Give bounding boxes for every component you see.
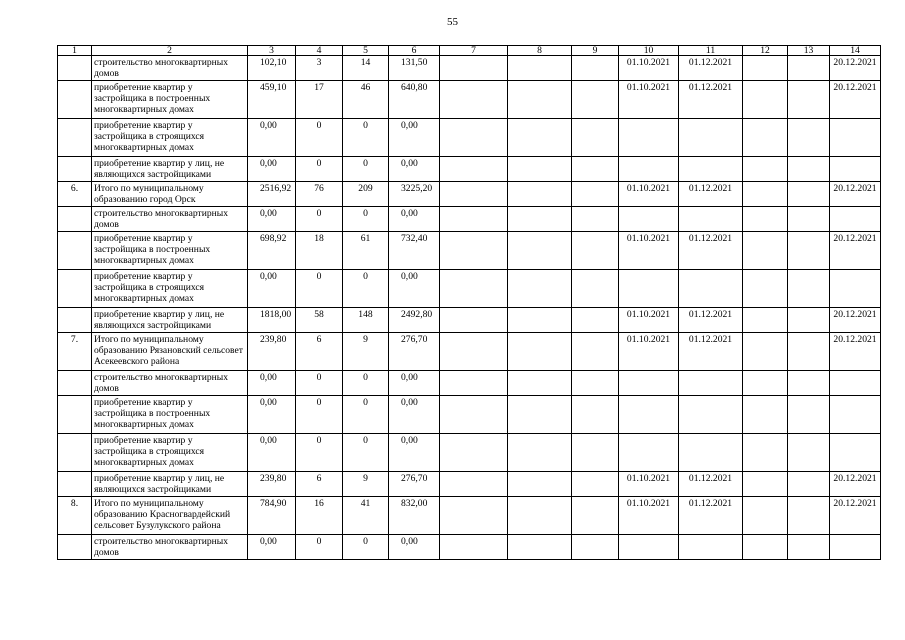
cell-col-13 — [788, 182, 830, 207]
cell-col-13 — [788, 333, 830, 371]
cell-col-9 — [572, 270, 619, 308]
cell-col-5: 0 — [343, 396, 389, 434]
cell-col-2: строительство многоквартирных домов — [92, 56, 248, 81]
header-row — [58, 46, 881, 56]
cell-col-5: 0 — [343, 207, 389, 232]
cell-col-8 — [508, 270, 572, 308]
cell-col-14: 20.12.2021 — [830, 232, 881, 270]
cell-col-7 — [440, 232, 508, 270]
cell-col-3: 0,00 — [248, 371, 296, 396]
cell-col-8 — [508, 56, 572, 81]
cell-col-12 — [743, 182, 788, 207]
cell-col-10 — [619, 270, 679, 308]
cell-col-13 — [788, 157, 830, 182]
cell-col-8 — [508, 182, 572, 207]
cell-col-12 — [743, 308, 788, 333]
cell-col-10: 01.10.2021 — [619, 81, 679, 119]
cell-col-8 — [508, 333, 572, 371]
cell-col-13 — [788, 270, 830, 308]
cell-col-11: 01.12.2021 — [679, 232, 743, 270]
table-body — [58, 56, 881, 560]
cell-col-7 — [440, 207, 508, 232]
table-row — [58, 371, 881, 396]
cell-col-14 — [830, 396, 881, 434]
cell-col-4: 3 — [296, 56, 343, 81]
cell-col-3: 0,00 — [248, 535, 296, 560]
cell-col-8 — [508, 497, 572, 535]
cell-col-2: Итого по муниципальному образованию Красногвардейский сельсовет Бузулукского района — [92, 497, 248, 535]
cell-col-1 — [58, 119, 92, 157]
cell-col-13 — [788, 434, 830, 472]
cell-col-8 — [508, 207, 572, 232]
cell-col-10 — [619, 535, 679, 560]
cell-col-12 — [743, 396, 788, 434]
cell-col-3: 239,80 — [248, 333, 296, 371]
cell-col-5: 209 — [343, 182, 389, 207]
table-row — [58, 308, 881, 333]
cell-col-7 — [440, 119, 508, 157]
cell-col-1 — [58, 270, 92, 308]
cell-col-8 — [508, 371, 572, 396]
column-header-13: 13 — [788, 46, 830, 56]
cell-col-1 — [58, 472, 92, 497]
table-row — [58, 157, 881, 182]
column-header-9: 9 — [572, 46, 619, 56]
cell-col-11 — [679, 371, 743, 396]
table-row — [58, 333, 881, 371]
cell-col-10: 01.10.2021 — [619, 333, 679, 371]
cell-col-3: 0,00 — [248, 396, 296, 434]
cell-col-4: 0 — [296, 396, 343, 434]
cell-col-12 — [743, 119, 788, 157]
cell-col-6: 131,50 — [389, 56, 440, 81]
cell-col-12 — [743, 81, 788, 119]
housing-program-table — [57, 45, 881, 560]
cell-col-8 — [508, 308, 572, 333]
cell-col-9 — [572, 434, 619, 472]
column-header-11: 11 — [679, 46, 743, 56]
cell-col-9 — [572, 333, 619, 371]
cell-col-3: 239,80 — [248, 472, 296, 497]
cell-col-4: 0 — [296, 270, 343, 308]
cell-col-2: приобретение квартир у лиц, не являющихся застройщиками — [92, 472, 248, 497]
cell-col-8 — [508, 396, 572, 434]
cell-col-7 — [440, 497, 508, 535]
cell-col-6: 732,40 — [389, 232, 440, 270]
cell-col-9 — [572, 371, 619, 396]
cell-col-5: 0 — [343, 535, 389, 560]
cell-col-12 — [743, 270, 788, 308]
cell-col-14 — [830, 119, 881, 157]
cell-col-4: 0 — [296, 157, 343, 182]
cell-col-6: 2492,80 — [389, 308, 440, 333]
column-header-3: 3 — [248, 46, 296, 56]
cell-col-5: 0 — [343, 270, 389, 308]
cell-col-6: 3225,20 — [389, 182, 440, 207]
cell-col-1 — [58, 56, 92, 81]
cell-col-7 — [440, 157, 508, 182]
table-row — [58, 207, 881, 232]
table-row — [58, 434, 881, 472]
column-header-8: 8 — [508, 46, 572, 56]
cell-col-3: 784,90 — [248, 497, 296, 535]
cell-col-14 — [830, 207, 881, 232]
cell-col-9 — [572, 497, 619, 535]
cell-col-6: 276,70 — [389, 472, 440, 497]
cell-col-3: 0,00 — [248, 270, 296, 308]
cell-col-10: 01.10.2021 — [619, 56, 679, 81]
cell-col-8 — [508, 472, 572, 497]
cell-col-11: 01.12.2021 — [679, 56, 743, 81]
cell-col-5: 61 — [343, 232, 389, 270]
cell-col-8 — [508, 535, 572, 560]
cell-col-1: 6. — [58, 182, 92, 207]
table-row — [58, 535, 881, 560]
cell-col-10: 01.10.2021 — [619, 232, 679, 270]
cell-col-14: 20.12.2021 — [830, 56, 881, 81]
column-header-4: 4 — [296, 46, 343, 56]
cell-col-11: 01.12.2021 — [679, 497, 743, 535]
cell-col-6: 0,00 — [389, 119, 440, 157]
cell-col-2: приобретение квартир у лиц, не являющихся застройщиками — [92, 308, 248, 333]
cell-col-10 — [619, 434, 679, 472]
column-header-5: 5 — [343, 46, 389, 56]
cell-col-3: 0,00 — [248, 434, 296, 472]
cell-col-2: приобретение квартир у застройщика в строящихся многоквартирных домах — [92, 270, 248, 308]
cell-col-6: 640,80 — [389, 81, 440, 119]
cell-col-13 — [788, 232, 830, 270]
cell-col-4: 0 — [296, 119, 343, 157]
cell-col-14 — [830, 270, 881, 308]
cell-col-13 — [788, 81, 830, 119]
cell-col-4: 6 — [296, 333, 343, 371]
cell-col-2: приобретение квартир у застройщика в построенных многоквартирных домах — [92, 396, 248, 434]
cell-col-9 — [572, 56, 619, 81]
cell-col-11: 01.12.2021 — [679, 81, 743, 119]
cell-col-11 — [679, 535, 743, 560]
cell-col-7 — [440, 56, 508, 81]
cell-col-6: 0,00 — [389, 396, 440, 434]
cell-col-7 — [440, 434, 508, 472]
cell-col-14: 20.12.2021 — [830, 81, 881, 119]
cell-col-10 — [619, 207, 679, 232]
table-row — [58, 396, 881, 434]
column-header-12: 12 — [743, 46, 788, 56]
cell-col-1 — [58, 232, 92, 270]
cell-col-14: 20.12.2021 — [830, 182, 881, 207]
cell-col-5: 46 — [343, 81, 389, 119]
cell-col-3: 0,00 — [248, 157, 296, 182]
cell-col-5: 0 — [343, 434, 389, 472]
cell-col-7 — [440, 270, 508, 308]
column-header-1: 1 — [58, 46, 92, 56]
cell-col-9 — [572, 535, 619, 560]
cell-col-1 — [58, 434, 92, 472]
cell-col-2: строительство многоквартирных домов — [92, 371, 248, 396]
cell-col-6: 832,00 — [389, 497, 440, 535]
cell-col-7 — [440, 182, 508, 207]
table-row — [58, 232, 881, 270]
cell-col-13 — [788, 535, 830, 560]
cell-col-8 — [508, 81, 572, 119]
cell-col-14 — [830, 434, 881, 472]
cell-col-7 — [440, 308, 508, 333]
column-header-6: 6 — [389, 46, 440, 56]
cell-col-13 — [788, 497, 830, 535]
cell-col-2: приобретение квартир у застройщика в построенных многоквартирных домах — [92, 232, 248, 270]
cell-col-3: 0,00 — [248, 207, 296, 232]
cell-col-14: 20.12.2021 — [830, 308, 881, 333]
column-header-14: 14 — [830, 46, 881, 56]
cell-col-14 — [830, 535, 881, 560]
cell-col-1: 8. — [58, 497, 92, 535]
cell-col-12 — [743, 207, 788, 232]
cell-col-12 — [743, 472, 788, 497]
cell-col-9 — [572, 396, 619, 434]
column-header-10: 10 — [619, 46, 679, 56]
table-row — [58, 81, 881, 119]
cell-col-1 — [58, 396, 92, 434]
cell-col-1: 7. — [58, 333, 92, 371]
cell-col-1 — [58, 81, 92, 119]
cell-col-7 — [440, 472, 508, 497]
cell-col-2: строительство многоквартирных домов — [92, 535, 248, 560]
cell-col-10: 01.10.2021 — [619, 472, 679, 497]
cell-col-9 — [572, 182, 619, 207]
cell-col-2: строительство многоквартирных домов — [92, 207, 248, 232]
cell-col-3: 1818,00 — [248, 308, 296, 333]
cell-col-11: 01.12.2021 — [679, 472, 743, 497]
cell-col-14 — [830, 157, 881, 182]
cell-col-4: 16 — [296, 497, 343, 535]
cell-col-8 — [508, 119, 572, 157]
cell-col-3: 102,10 — [248, 56, 296, 81]
cell-col-9 — [572, 119, 619, 157]
cell-col-1 — [58, 207, 92, 232]
cell-col-13 — [788, 371, 830, 396]
cell-col-12 — [743, 232, 788, 270]
cell-col-8 — [508, 157, 572, 182]
cell-col-2: приобретение квартир у застройщика в строящихся многоквартирных домах — [92, 119, 248, 157]
cell-col-9 — [572, 157, 619, 182]
cell-col-13 — [788, 396, 830, 434]
cell-col-8 — [508, 232, 572, 270]
cell-col-11 — [679, 270, 743, 308]
cell-col-14 — [830, 371, 881, 396]
cell-col-5: 0 — [343, 371, 389, 396]
cell-col-10: 01.10.2021 — [619, 497, 679, 535]
cell-col-8 — [508, 434, 572, 472]
cell-col-6: 0,00 — [389, 207, 440, 232]
table-row — [58, 472, 881, 497]
cell-col-11 — [679, 207, 743, 232]
cell-col-5: 14 — [343, 56, 389, 81]
cell-col-4: 0 — [296, 371, 343, 396]
cell-col-14: 20.12.2021 — [830, 333, 881, 371]
cell-col-2: Итого по муниципальному образованию город Орск — [92, 182, 248, 207]
cell-col-11: 01.12.2021 — [679, 333, 743, 371]
cell-col-4: 76 — [296, 182, 343, 207]
cell-col-12 — [743, 56, 788, 81]
cell-col-3: 459,10 — [248, 81, 296, 119]
cell-col-2: приобретение квартир у застройщика в строящихся многоквартирных домах — [92, 434, 248, 472]
cell-col-9 — [572, 81, 619, 119]
cell-col-12 — [743, 497, 788, 535]
cell-col-11 — [679, 119, 743, 157]
column-header-7: 7 — [440, 46, 508, 56]
cell-col-4: 18 — [296, 232, 343, 270]
cell-col-1 — [58, 157, 92, 182]
cell-col-2: приобретение квартир у лиц, не являющихся застройщиками — [92, 157, 248, 182]
cell-col-9 — [572, 472, 619, 497]
cell-col-5: 148 — [343, 308, 389, 333]
cell-col-9 — [572, 232, 619, 270]
cell-col-7 — [440, 81, 508, 119]
cell-col-11 — [679, 434, 743, 472]
cell-col-6: 0,00 — [389, 371, 440, 396]
cell-col-4: 6 — [296, 472, 343, 497]
table-row — [58, 497, 881, 535]
cell-col-5: 41 — [343, 497, 389, 535]
cell-col-12 — [743, 371, 788, 396]
cell-col-12 — [743, 157, 788, 182]
cell-col-11: 01.12.2021 — [679, 182, 743, 207]
cell-col-6: 0,00 — [389, 535, 440, 560]
cell-col-9 — [572, 308, 619, 333]
cell-col-1 — [58, 535, 92, 560]
cell-col-1 — [58, 371, 92, 396]
cell-col-5: 0 — [343, 119, 389, 157]
cell-col-3: 0,00 — [248, 119, 296, 157]
cell-col-5: 9 — [343, 333, 389, 371]
cell-col-5: 9 — [343, 472, 389, 497]
cell-col-10: 01.10.2021 — [619, 182, 679, 207]
cell-col-14: 20.12.2021 — [830, 497, 881, 535]
cell-col-11 — [679, 157, 743, 182]
cell-col-4: 0 — [296, 535, 343, 560]
cell-col-2: приобретение квартир у застройщика в построенных многоквартирных домах — [92, 81, 248, 119]
cell-col-7 — [440, 396, 508, 434]
cell-col-12 — [743, 535, 788, 560]
cell-col-5: 0 — [343, 157, 389, 182]
cell-col-2: Итого по муниципальному образованию Рязановский сельсовет Асекеевского района — [92, 333, 248, 371]
cell-col-10: 01.10.2021 — [619, 308, 679, 333]
cell-col-6: 276,70 — [389, 333, 440, 371]
table-row — [58, 270, 881, 308]
cell-col-3: 2516,92 — [248, 182, 296, 207]
cell-col-9 — [572, 207, 619, 232]
cell-col-4: 17 — [296, 81, 343, 119]
cell-col-4: 0 — [296, 207, 343, 232]
cell-col-11 — [679, 396, 743, 434]
cell-col-12 — [743, 434, 788, 472]
table-row — [58, 119, 881, 157]
cell-col-12 — [743, 333, 788, 371]
cell-col-10 — [619, 371, 679, 396]
cell-col-7 — [440, 371, 508, 396]
cell-col-1 — [58, 308, 92, 333]
cell-col-4: 58 — [296, 308, 343, 333]
cell-col-4: 0 — [296, 434, 343, 472]
table-row — [58, 182, 881, 207]
cell-col-6: 0,00 — [389, 157, 440, 182]
cell-col-10 — [619, 396, 679, 434]
cell-col-13 — [788, 119, 830, 157]
cell-col-13 — [788, 472, 830, 497]
cell-col-3: 698,92 — [248, 232, 296, 270]
cell-col-11: 01.12.2021 — [679, 308, 743, 333]
cell-col-6: 0,00 — [389, 270, 440, 308]
column-header-2: 2 — [92, 46, 248, 56]
cell-col-13 — [788, 308, 830, 333]
page-number: 55 — [447, 16, 458, 28]
cell-col-7 — [440, 535, 508, 560]
cell-col-10 — [619, 119, 679, 157]
table-row — [58, 56, 881, 81]
cell-col-14: 20.12.2021 — [830, 472, 881, 497]
cell-col-7 — [440, 333, 508, 371]
cell-col-6: 0,00 — [389, 434, 440, 472]
cell-col-10 — [619, 157, 679, 182]
cell-col-13 — [788, 56, 830, 81]
cell-col-13 — [788, 207, 830, 232]
